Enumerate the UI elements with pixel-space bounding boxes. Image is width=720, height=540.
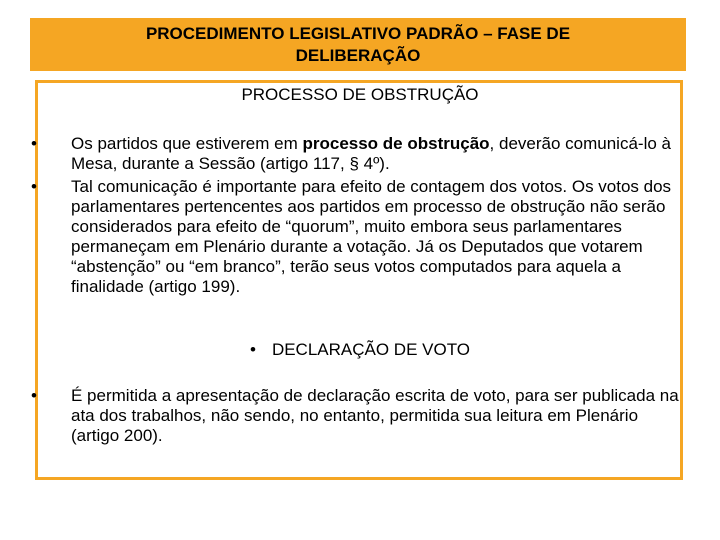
bullet-item bbox=[31, 177, 681, 297]
bullet-text-suffix: , deverão comunicá-lo à Mesa, durante a Sessão (artigo 117, § 4º). bbox=[71, 134, 671, 173]
section-heading-obstrucao: PROCESSO DE OBSTRUÇÃO bbox=[241, 85, 479, 104]
bullet-text-prefix: Os partidos que estiverem em bbox=[71, 134, 303, 153]
bullet-icon: • bbox=[31, 386, 37, 405]
section-heading-text: DECLARAÇÃO DE VOTO bbox=[271, 340, 471, 359]
bullet-item bbox=[31, 134, 681, 174]
bullet-icon: • bbox=[31, 177, 37, 196]
bullet-text: É permitida a apresentação de declaração escrita de voto, para ser publicada na ata dos trabalhos, não sendo, no entanto, permitida sua leitura em Plenário (artigo 200). bbox=[71, 386, 679, 445]
title-banner bbox=[30, 18, 686, 71]
bullet-text: Tal comunicação é importante para efeito de contagem dos votos. Os votos dos parlamentares pertencentes aos partidos em processo de obstrução não serão considerados para efeito de “quorum”, muito embora seus parlamentares permaneçam em Plenário durante a votação. Já os Deputados que votarem “abstenção” ou “em branco”, terão seus votos computados para aquela a finalidade (artigo 199). bbox=[71, 177, 672, 296]
section-heading-declaracao bbox=[0, 340, 720, 360]
bullet-item bbox=[31, 386, 681, 446]
bullet-icon: • bbox=[249, 340, 256, 359]
bullet-icon: • bbox=[31, 134, 37, 153]
bullet-text-strong: processo de obstrução bbox=[302, 134, 490, 153]
page-title: PROCEDIMENTO LEGISLATIVO PADRÃO – FASE DE DELIBERAÇÃO bbox=[145, 23, 571, 65]
